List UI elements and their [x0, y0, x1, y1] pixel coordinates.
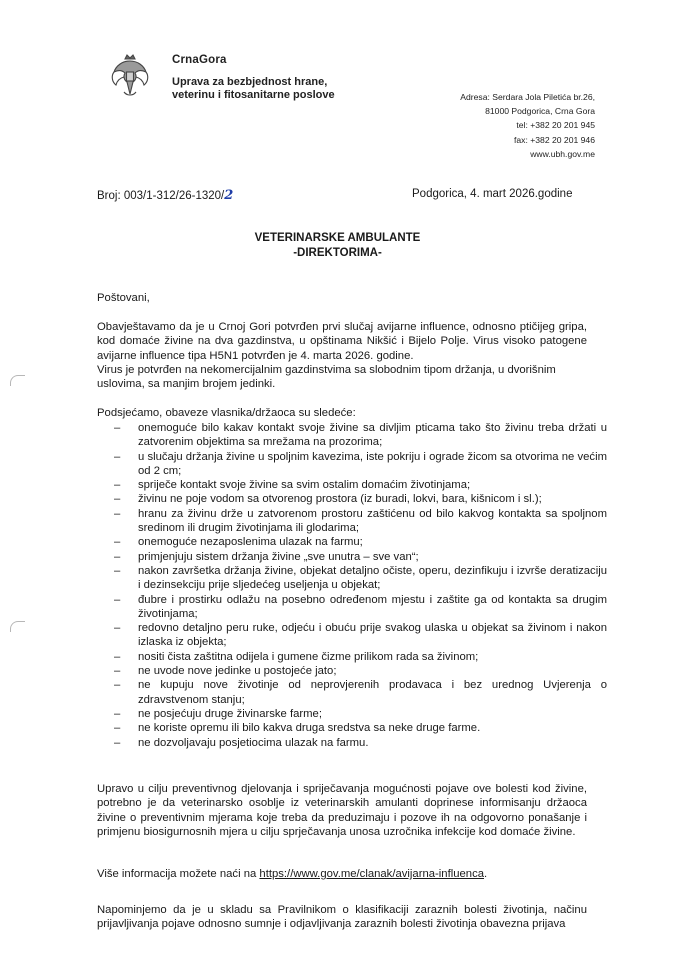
obligation-text: ne kupuju nove životinje od neprovjerenih prodavaca i bez urednog Uvjerenja o zdravstvenom stanju; [138, 679, 607, 706]
institution-block [172, 54, 362, 102]
obligation-text: primjenjuju sistem držanja živine „sve unutra – sve van“; [138, 550, 419, 563]
obligation-text: nositi čista zaštitna odijela i gumene čizme prilikom rada sa živinom; [138, 650, 479, 663]
dash-bullet: – [114, 536, 121, 549]
obligations-list [97, 421, 607, 750]
obligation-item [97, 478, 607, 492]
country-name: CrnaGora [172, 54, 227, 66]
website-line: www.ubh.gov.me [530, 148, 595, 159]
fax-line: fax: +382 20 201 946 [514, 134, 595, 145]
dash-bullet: – [114, 422, 121, 434]
paragraph-more-info [97, 867, 487, 881]
obligation-text: nakon završetka držanja živine, objekat detaljno očiste, operu, dezinfikuju i izvrše deratizaciju i dezinsekciju prije sljedećeg useljenja u objekat; [138, 564, 607, 592]
dash-bullet: – [114, 507, 121, 520]
obligation-item [97, 450, 607, 479]
paragraph-obligations-intro: Podsjećamo, obaveze vlasnika/držaoca su sledeće: [97, 407, 356, 419]
info-link[interactable]: https://www.gov.me/clanak/avijarna-influenca [259, 868, 485, 880]
dash-bullet: – [114, 679, 121, 692]
obligation-item [97, 535, 607, 549]
dash-bullet: – [114, 593, 121, 606]
obligation-text: ne koriste opremu ili bilo kakva druga sredstva sa neke druge farme. [138, 722, 481, 735]
margin-mark [10, 375, 25, 386]
obligation-text: đubre i prostirku odlažu na posebno određenom mjestu i zaštite ga od kontakta sa drugim životinjama; [138, 593, 607, 620]
greeting: Poštovani, [97, 292, 150, 304]
obligation-text: u slučaju držanja živine u spoljnim kavezima, iste pokriju i ograde žicom sa otvorima ne većim od 2 cm; [138, 450, 607, 477]
obligation-item [97, 593, 607, 622]
more-info-prefix: Više informacija možete naći na [97, 868, 260, 880]
obligation-item [97, 664, 607, 678]
obligation-text: redovno detaljno peru ruke, odjeću i obuću prije svakog ulaska u objekat sa živinom i nakon izlaska iz objekta; [138, 622, 607, 649]
obligation-text: onemoguće nezaposlenima ulazak na farmu; [138, 536, 363, 549]
obligation-item [97, 721, 607, 735]
address-line: Adresa: Serdara Jola Piletića br.26, [460, 92, 595, 102]
reference-prefix: Broj: 003/1-312/26-1320/ [97, 190, 225, 202]
obligation-text: ne uvode nove jedinke u postojeće jato; [138, 665, 337, 678]
dash-bullet: – [114, 479, 121, 492]
recipient-heading [0, 231, 679, 261]
institution-name: Uprava za bezbjednost hrane, veterinu i fitosanitarne poslove [172, 76, 335, 101]
obligation-item [97, 492, 607, 506]
dash-bullet: – [114, 550, 121, 563]
obligation-item [97, 736, 607, 750]
obligation-item [97, 550, 607, 564]
obligation-item [97, 707, 607, 721]
dash-bullet: – [114, 736, 121, 749]
obligation-text: ne dozvoljavaju posjetiocima ulazak na farmu. [138, 736, 369, 749]
obligation-text: hranu za živinu drže u zatvorenom prostoru zaštićenu od bilo kakvog kontakta sa spoljnom sredinom ili drugim životinjama ili glodarima; [138, 507, 607, 535]
dash-bullet: – [114, 650, 121, 663]
document-date: Podgorica, 4. mart 2026.godine [412, 188, 573, 200]
paragraph-announcement: Obavještavamo da je u Crnoj Gori potvrđen prvi slučaj avijarne influence, odnosno ptičijeg gripa, kod domaće živine na dva gazdinstva, u opštinama Nikšić i Bijelo Polje. Virus visoko patogene avijarne influence tipa H5N1 potvrđen je 4. marta 2026. godine. [97, 321, 587, 362]
paragraph-virus-detail: Virus je potvrđen na nekomercijalnim gazdinstvima sa slobodnim tipom držanja, u dvorišnim uslovima, sa manjim brojem jedinki. [97, 364, 556, 391]
margin-mark [10, 621, 25, 632]
obligation-text: živinu ne poje vodom sa otvorenog prostora (iz buradi, lokvi, bara, kišnicom i sl.); [138, 493, 542, 506]
obligation-text: ne posjećuju druge živinarske farme; [138, 707, 322, 720]
dash-bullet: – [114, 564, 121, 577]
dash-bullet: – [114, 665, 121, 678]
dash-bullet: – [114, 450, 121, 463]
reference-number [97, 188, 233, 203]
montenegro-coat-of-arms-icon [108, 52, 152, 100]
dash-bullet: – [114, 493, 121, 506]
obligation-item [97, 621, 607, 650]
more-info-suffix: . [484, 868, 488, 880]
dash-bullet: – [114, 722, 121, 735]
obligation-text: onemoguće bilo kakav kontakt svoje živine sa divljim pticama tako što živinu treba držati u zatvorenim objektima sa mrežama na prozorima; [138, 422, 607, 449]
obligation-item [97, 507, 607, 536]
obligation-item [97, 421, 607, 450]
dash-bullet: – [114, 707, 121, 720]
city-line: 81000 Podgorica, Crna Gora [485, 106, 595, 117]
contact-block [460, 90, 595, 161]
obligation-item [97, 650, 607, 664]
paragraph-preventive-action: Upravo u cilju preventivnog djelovanja i spriječavanja mogućnosti pojave ove bolesti kod živine, potrebno je da veterinarsko osoblje iz veterinarskih amulanti doprinese informisanju držaoca živine o preventivnim mjerama koje treba da preduzimaju i pozove ih na odgovorno ponašanje i primjenu biosigurnosnih mjera u cilju sprječavanja unosa uzročnika infekcije kod domaće živine. [97, 783, 587, 838]
obligation-item [97, 564, 607, 593]
phone-line: tel: +382 20 201 945 [516, 120, 595, 131]
handwritten-number: 2 [224, 188, 234, 203]
recipient-line-2: -DIREKTORIMA- [293, 247, 382, 259]
recipient-line-1: VETERINARSKE AMBULANTE [254, 232, 421, 244]
paragraph-regulation-note: Napominjemo da je u skladu sa Pravilnikom o klasifikaciji zaraznih bolesti životinja, načinu prijavljivanja pojave odnosno sumnje i odjavljivanja zaraznih bolesti životinja obavezna prijava [97, 904, 587, 931]
dash-bullet: – [114, 622, 121, 635]
obligation-item [97, 678, 607, 707]
obligation-text: spriječe kontakt svoje živine sa svim ostalim domaćim životinjama; [138, 479, 471, 492]
